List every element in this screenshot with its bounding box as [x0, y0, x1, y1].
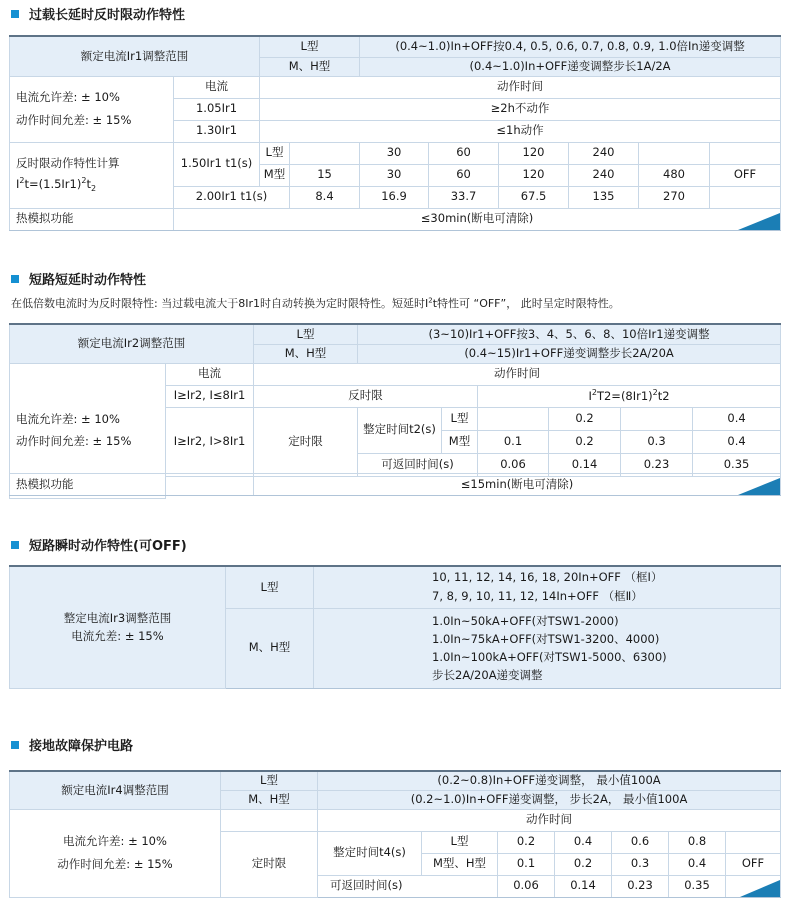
l-type-label: L型 [226, 566, 314, 608]
mh-value: 0.2 [555, 853, 612, 875]
return-value: 0.23 [612, 875, 669, 897]
inverse-formula: $I^2T2=(8Ir1)^2t2$ [478, 385, 781, 407]
inverse-label: 反时限 [254, 385, 478, 407]
l-value: 0.2 [498, 831, 555, 853]
section-title-instantaneous: 短路瞬时动作特性(可OFF) [11, 535, 187, 554]
set-time-label: 整定时间t2(s) [358, 407, 442, 453]
l-label: L型 [422, 831, 498, 853]
mh-type-range: (0.2~1.0)In+OFF递变调整， 步长2A， 最小值100A [318, 790, 781, 809]
mh-type-range: (0.4~1.0)In+OFF递变调整步长1A/2A [360, 57, 781, 76]
short-delay-thermal-row [9, 473, 781, 496]
range-label: 额定电流Ir2调整范围 [10, 324, 254, 363]
return-value: 0.23 [621, 453, 693, 476]
mh-value: 0.1 [498, 853, 555, 875]
square-bullet-icon [11, 10, 19, 18]
mh-type-label: M、H型 [226, 608, 314, 688]
definite-label: 定时限 [221, 831, 318, 897]
return-value: 0.35 [693, 453, 781, 476]
thermal-value-cell: ≤15min(断电可清除) [254, 474, 781, 496]
section-title-overload: 过载长延时反时限动作特性 [11, 4, 185, 23]
corner-triangle-icon [740, 880, 780, 897]
mh-type-label: M、H型 [221, 790, 318, 809]
l-value: 120 [499, 142, 569, 164]
m-value: 30 [360, 164, 429, 186]
m-value: 120 [499, 164, 569, 186]
t-value: 135 [569, 186, 639, 208]
square-bullet-icon [11, 741, 19, 749]
return-time-label: 可返回时间(s) [318, 875, 498, 897]
l-value: 0.4 [693, 407, 781, 430]
mh-value: 0.3 [612, 853, 669, 875]
current-1-05: 1.05Ir1 [174, 98, 260, 120]
t-value: 16.9 [360, 186, 429, 208]
t-value: 67.5 [499, 186, 569, 208]
l-value: 0.2 [549, 407, 621, 430]
thermal-label: 热模拟功能 [10, 474, 254, 496]
l-value: 30 [360, 142, 429, 164]
time-header: 动作时间 [254, 363, 781, 385]
current-1-30: 1.30Ir1 [174, 120, 260, 142]
return-value: 0.06 [478, 453, 549, 476]
time-header: 动作时间 [260, 76, 781, 98]
m-value: 0.2 [549, 430, 621, 453]
return-value: 0.14 [549, 453, 621, 476]
cond-inverse: I≥Ir2, I≤8Ir1 [166, 385, 254, 407]
m-value: OFF [710, 164, 781, 186]
overload-table [9, 35, 781, 231]
tolerance-cell: 电流允许差: ± 10% 动作时间允差: ± 15% [10, 363, 166, 498]
t-value: 270 [639, 186, 710, 208]
current-1-50: 1.50Ir1 t1(s) [174, 142, 260, 186]
m-label: M型 [442, 430, 478, 453]
l-value: 60 [429, 142, 499, 164]
l-type-label: L型 [254, 324, 358, 344]
l-value: 0.6 [612, 831, 669, 853]
l-label: L型 [260, 142, 290, 164]
corner-triangle-icon [738, 478, 780, 495]
short-delay-note: 在低倍数电流时为反时限特性: 当过载电流大于8Ir1时自动转换为定时限特性。短延时$I^2t$特性可 “OFF”， 此时呈定时限特性。 [11, 296, 620, 310]
m-value: 480 [639, 164, 710, 186]
tolerance-cell: 电流允许差: ± 10% 动作时间允差: ± 15% [10, 76, 174, 142]
l-type-values: 10, 11, 12, 14, 16, 18, 20In+OFF （框Ⅰ） 7, 8, 9, 10, 11, 12, 14In+OFF （框Ⅱ） [314, 566, 781, 608]
range-label: 额定电流Ir4调整范围 [10, 771, 221, 809]
thermal-value-cell: ≤30min(断电可清除) [174, 208, 781, 230]
t-value: 8.4 [290, 186, 360, 208]
t-value: 33.7 [429, 186, 499, 208]
mh-type-label: M、H型 [254, 344, 358, 363]
current-header: 电流 [166, 363, 254, 385]
definite-label: 定时限 [254, 407, 358, 476]
m-value: 0.1 [478, 430, 549, 453]
section-title-short-delay: 短路短延时动作特性 [11, 269, 146, 288]
l-value: 240 [569, 142, 639, 164]
return-value: 0.06 [498, 875, 555, 897]
formula: $I^2t=(1.5Ir1)^2t_2$ [16, 175, 97, 194]
mh-value: OFF [726, 853, 781, 875]
section-title-ground-fault: 接地故障保护电路 [11, 735, 133, 754]
current-2-00: 2.00Ir1 t1(s) [174, 186, 290, 208]
m-label: M型 [260, 164, 290, 186]
return-value: 0.35 [669, 875, 726, 897]
return-value: 0.14 [555, 875, 612, 897]
range-cell: 整定电流Ir3调整范围 电流允差: ± 15% [10, 566, 226, 688]
l-label: L型 [442, 407, 478, 430]
l-value: 0.4 [555, 831, 612, 853]
return-time-label: 可返回时间(s) [358, 453, 478, 476]
cond-definite: I≥Ir2, I>8Ir1 [166, 407, 254, 476]
l-value: 0.8 [669, 831, 726, 853]
mh-type-values: 1.0In~50kA+OFF(对TSW1-2000) 1.0In~75kA+OFF(对TSW1-3200、4000) 1.0In~100kA+OFF(对TSW1-5000、6300) 步长2A/20A递变调整 [314, 608, 781, 688]
time-no-trip: ≥2h不动作 [260, 98, 781, 120]
m-value: 15 [290, 164, 360, 186]
ground-fault-table [9, 770, 781, 898]
mh-value: 0.4 [669, 853, 726, 875]
m-value: 0.3 [621, 430, 693, 453]
l-type-label: L型 [221, 771, 318, 790]
range-label: 额定电流Ir1调整范围 [10, 36, 260, 76]
square-bullet-icon [11, 275, 19, 283]
mh-label: M型、H型 [422, 853, 498, 875]
m-value: 0.4 [693, 430, 781, 453]
mh-type-range: (0.4~15)Ir1+OFF递变调整步长2A/20A [358, 344, 781, 363]
set-time-label: 整定时间t4(s) [318, 831, 422, 875]
l-type-range: (3~10)Ir1+OFF按3、4、5、6、8、10倍Ir1递变调整 [358, 324, 781, 344]
m-value: 240 [569, 164, 639, 186]
l-type-range: (0.2~0.8)In+OFF递变调整， 最小值100A [318, 771, 781, 790]
current-header: 电流 [174, 76, 260, 98]
mh-type-label: M、H型 [260, 57, 360, 76]
square-bullet-icon [11, 541, 19, 549]
corner-triangle-icon [738, 213, 780, 230]
tolerance-cell: 电流允许差: ± 10% 动作时间允差: ± 15% [10, 809, 221, 897]
formula-cell: 反时限动作特性计算 $I^2t=(1.5Ir1)^2t_2$ [10, 142, 174, 208]
l-type-range: (0.4~1.0)In+OFF按0.4, 0.5, 0.6, 0.7, 0.8, 0.9, 1.0倍In递变调整 [360, 36, 781, 57]
time-header: 动作时间 [318, 809, 781, 831]
l-type-label: L型 [260, 36, 360, 57]
thermal-label: 热模拟功能 [10, 208, 174, 230]
instantaneous-table [9, 565, 781, 689]
time-trip: ≤1h动作 [260, 120, 781, 142]
m-value: 60 [429, 164, 499, 186]
